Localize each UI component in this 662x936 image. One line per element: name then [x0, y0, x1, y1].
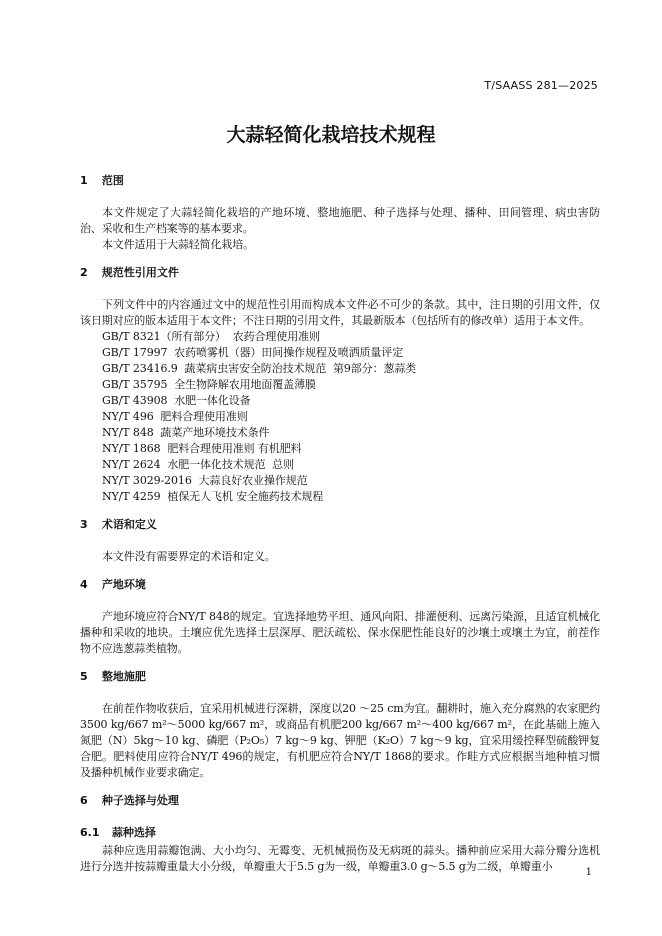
section-heading	[80, 793, 600, 809]
reference-item: NY/T 496 肥料合理使用准则	[102, 410, 248, 423]
section-title: 术语和定义	[101, 518, 157, 531]
reference-item: GB/T 43908 水肥一体化设备	[102, 394, 251, 407]
document-code: T/SAASS 281—2025	[484, 79, 598, 92]
section-number: 6	[80, 794, 88, 807]
paragraph: 产地环境应符合NY/T 848的规定。宜选择地势平坦、通风向阳、排灌便利、远离污染源，且适宜机械化播种和采收的地块。土壤应优先选择土层深厚、肥沃疏松、保水保肥性能良好的沙壤土或壤土为宜，前茬作物不应选葱蒜类植物。	[80, 610, 600, 655]
section-number: 3	[80, 518, 88, 531]
reference-item: GB/T 23416.9 蔬菜病虫害安全防治技术规范 第9部分：葱蒜类	[102, 362, 417, 375]
document-body	[80, 173, 600, 887]
section-title: 规范性引用文件	[101, 266, 179, 279]
section-title: 范围	[101, 174, 124, 187]
reference-item: GB/T 17997 农药喷雾机（器）田间操作规程及喷洒质量评定	[102, 346, 404, 359]
reference-item: NY/T 2624 水肥一体化技术规范 总则	[102, 458, 295, 471]
document-title: 大蒜轻简化栽培技术规程	[226, 124, 436, 146]
section-soil-fertilization	[80, 669, 600, 781]
paragraph: 蒜种应选用蒜瓣饱满、大小均匀、无霉变、无机械损伤及无病斑的蒜头。播种前应采用大蒜分瓣分选机进行分选并按蒜瓣重量大小分级，单瓣重大于5.5 g为一级，单瓣重3.0 g～5.5 g为二级，单瓣重小	[80, 844, 600, 873]
section-number: 1	[80, 174, 88, 187]
paragraph: 本文件没有需要界定的术语和定义。	[102, 550, 276, 563]
section-number: 2	[80, 266, 88, 279]
section-title: 种子选择与处理	[101, 794, 179, 807]
subsection-heading	[80, 825, 600, 841]
section-heading	[80, 173, 600, 189]
section-number: 4	[80, 578, 88, 591]
section-title: 产地环境	[101, 578, 146, 591]
paragraph: 本文件规定了大蒜轻简化栽培的产地环境、整地施肥、种子选择与处理、播种、田间管理、病虫害防治、采收和生产档案等的基本要求。	[80, 206, 600, 235]
subsection-number: 6.1	[80, 826, 100, 839]
paragraph: 在前茬作物收获后，宜采用机械进行深耕，深度以20 ～25 cm为宜。翻耕时，施入充分腐熟的农家肥约3500 kg/667 m²～5000 kg/667 m²，或商品有机肥200 kg/667 m²～400 kg/667 m²，在此基础上施入氮肥（N）5kg～10 kg、磷肥（P₂O₅）7 kg～9 kg、钾肥（K₂O）7 kg～9 kg，宜采用缓控释型硫酸钾复合肥。肥料使用应符合NY/T 496的规定，有机肥应符合NY/T 1868的要求。作畦方式应根据当地种植习惯及播种机械作业要求确定。	[80, 702, 600, 779]
reference-item: NY/T 1868 肥料合理使用准则 有机肥料	[102, 442, 302, 455]
reference-item: GB/T 8321（所有部分） 农药合理使用准则	[102, 330, 320, 343]
section-scope	[80, 173, 600, 253]
reference-item: GB/T 35795 全生物降解农用地面覆盖薄膜	[102, 378, 316, 391]
subsection-title: 蒜种选择	[111, 826, 156, 839]
section-normative-references	[80, 265, 600, 505]
section-seed-selection	[80, 793, 600, 875]
paragraph: 本文件适用于大蒜轻简化栽培。	[102, 238, 254, 251]
section-heading	[80, 265, 600, 281]
page-number: 1	[585, 867, 592, 878]
section-number: 5	[80, 670, 88, 683]
section-heading	[80, 577, 600, 593]
section-heading	[80, 517, 600, 533]
reference-item: NY/T 3029-2016 大蒜良好农业操作规范	[102, 474, 308, 487]
reference-item: NY/T 848 蔬菜产地环境技术条件	[102, 426, 270, 439]
section-title: 整地施肥	[101, 670, 146, 683]
section-environment	[80, 577, 600, 657]
section-terms	[80, 517, 600, 565]
reference-item: NY/T 4259 植保无人飞机 安全施药技术规程	[102, 490, 324, 503]
section-heading	[80, 669, 600, 685]
paragraph: 下列文件中的内容通过文中的规范性引用而构成本文件必不可少的条款。其中，注日期的引用文件，仅该日期对应的版本适用于本文件；不注日期的引用文件，其最新版本（包括所有的修改单）适用于本文件。	[80, 298, 600, 327]
